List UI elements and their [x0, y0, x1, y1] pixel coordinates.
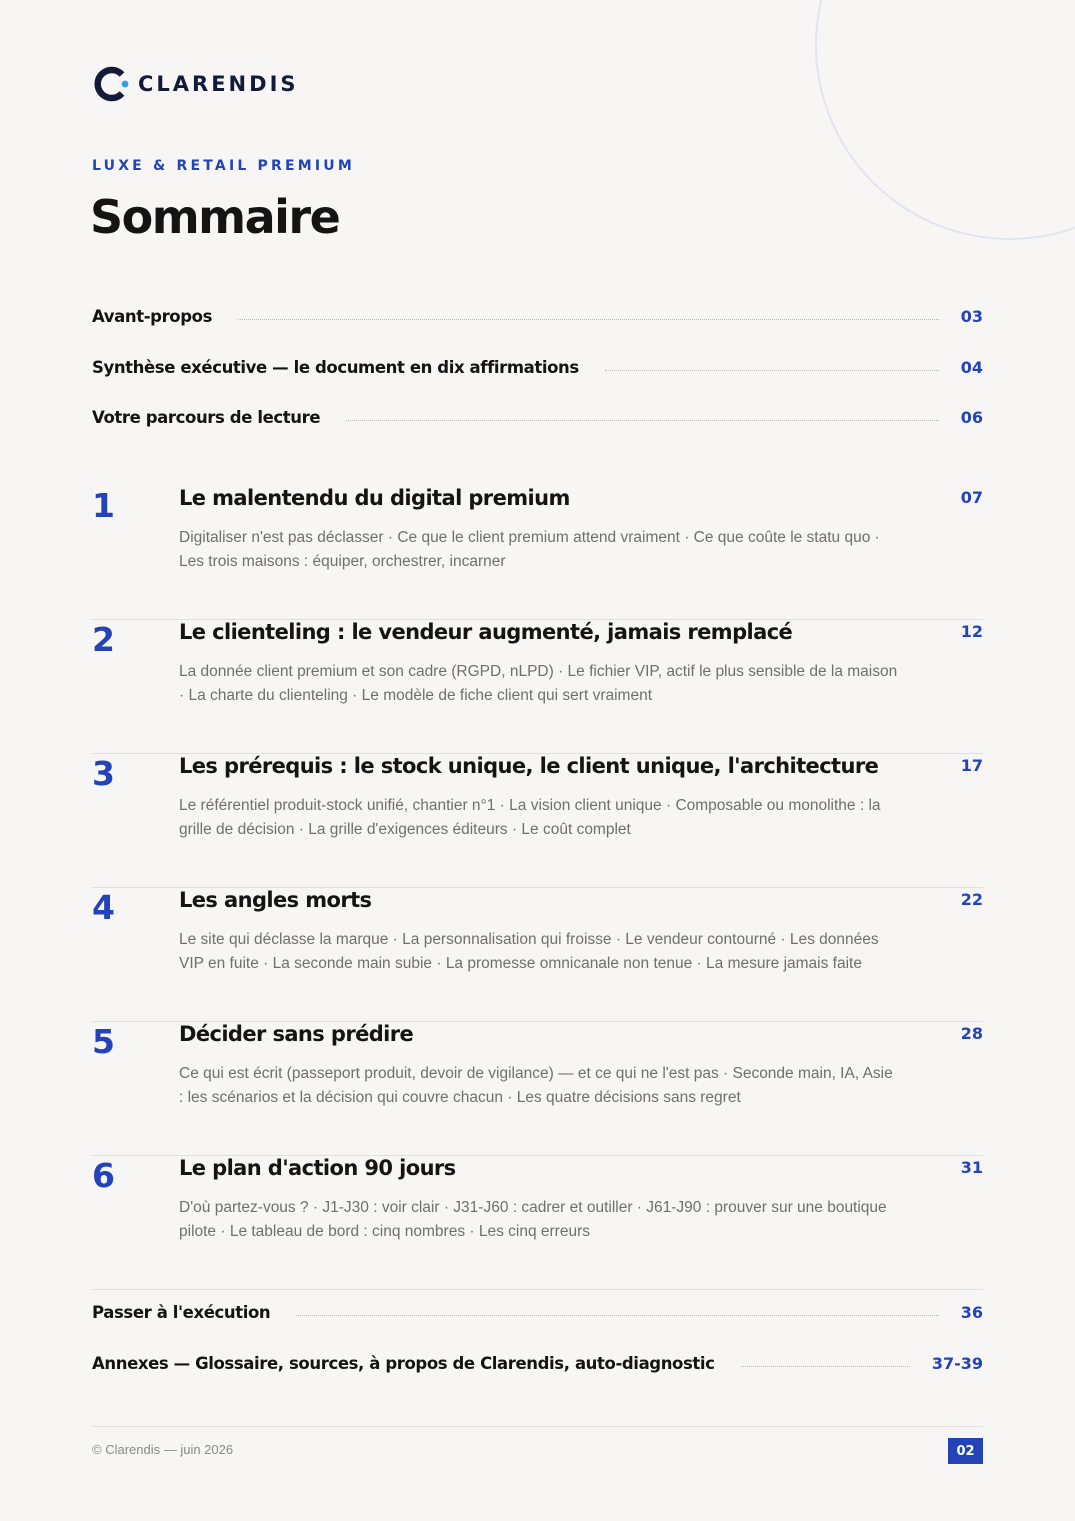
- toc-entry-page: 36: [960, 1302, 983, 1322]
- decorative-circle: [815, 0, 1075, 240]
- toc-entry-annexes[interactable]: [92, 1351, 983, 1375]
- dot-leader: [238, 319, 939, 320]
- toc-entry-page: 37-39: [931, 1353, 983, 1373]
- chapter-description: [179, 526, 939, 574]
- chapter-description-line: La donnée client premium et son cadre (RGPD, nLPD) · Le fichier VIP, actif le plus sensible de la maison: [179, 663, 898, 680]
- chapter-number: 2: [92, 620, 115, 659]
- toc-entry-label: Annexes — Glossaire, sources, à propos de Clarendis, auto-diagnostic: [92, 1353, 715, 1373]
- chapter-page: 12: [960, 622, 983, 641]
- chapter-5[interactable]: [92, 1022, 983, 1156]
- chapter-description-line: Ce qui est écrit (passeport produit, devoir de vigilance) — et ce qui ne l'est pas · Seconde main, IA, Asie: [179, 1065, 893, 1082]
- chapter-page: 22: [960, 890, 983, 909]
- dot-leader: [741, 1366, 910, 1367]
- chapter-description-line: Les trois maisons : équiper, orchestrer, incarner: [179, 553, 506, 570]
- toc-entry-label: Synthèse exécutive — le document en dix affirmations: [92, 357, 579, 377]
- page-number-badge: 02: [948, 1438, 983, 1464]
- chapter-description-line: D'où partez-vous ? · J1-J30 : voir clair · J31-J60 : cadrer et outiller · J61-J90 : prouver sur une boutique: [179, 1199, 887, 1216]
- toc-entry-parcours[interactable]: [92, 405, 983, 429]
- chapter-title: Le plan d'action 90 jours: [179, 1156, 456, 1180]
- chapter-1[interactable]: [92, 486, 983, 620]
- chapter-4[interactable]: [92, 888, 983, 1022]
- brand-name: CLARENDIS: [138, 72, 299, 96]
- chapter-description: [179, 794, 939, 842]
- dot-leader: [346, 420, 939, 421]
- toc-entry-label: Avant-propos: [92, 306, 213, 326]
- chapter-description-line: Digitaliser n'est pas déclasser · Ce que le client premium attend vraiment · Ce que coûte le statu quo ·: [179, 529, 880, 546]
- chapter-description-line: Le référentiel produit-stock unifié, chantier n°1 · La vision client unique · Composable ou monolithe : la: [179, 797, 881, 814]
- chapter-title: Les angles morts: [179, 888, 372, 912]
- chapter-3[interactable]: [92, 754, 983, 888]
- chapter-number: 5: [92, 1022, 115, 1061]
- toc-entry-page: 06: [960, 407, 983, 427]
- toc-entry-execution[interactable]: [92, 1300, 983, 1324]
- chapter-page: 28: [960, 1024, 983, 1043]
- dot-leader: [296, 1315, 938, 1316]
- chapter-description: [179, 928, 939, 976]
- section-eyebrow: LUXE & RETAIL PREMIUM: [92, 158, 355, 174]
- chapter-number: 6: [92, 1156, 115, 1195]
- chapter-title: Le malentendu du digital premium: [179, 486, 570, 510]
- chapter-2[interactable]: [92, 620, 983, 754]
- chapter-description: [179, 1196, 939, 1244]
- chapter-description-line: · La charte du clienteling · Le modèle de fiche client qui sert vraiment: [179, 687, 652, 704]
- chapter-title: Décider sans prédire: [179, 1022, 414, 1046]
- toc-entry-synthese[interactable]: [92, 355, 983, 379]
- chapter-description-line: : les scénarios et la décision qui couvre chacun · Les quatre décisions sans regret: [179, 1089, 741, 1106]
- chapter-description-line: VIP en fuite · La seconde main subie · La promesse omnicanale non tenue · La mesure jamais faite: [179, 955, 862, 972]
- chapter-description-line: pilote · Le tableau de bord : cinq nombres · Les cinq erreurs: [179, 1223, 590, 1240]
- dot-leader: [605, 370, 939, 371]
- footer-copyright: © Clarendis — juin 2026: [92, 1442, 234, 1457]
- chapter-description: [179, 660, 939, 708]
- toc-entry-label: Passer à l'exécution: [92, 1302, 271, 1322]
- toc-entry-page: 04: [960, 357, 983, 377]
- page-title: Sommaire: [90, 190, 340, 244]
- c-ring-dot-icon: [92, 65, 130, 103]
- chapter-6[interactable]: [92, 1156, 983, 1290]
- chapter-description: [179, 1062, 939, 1110]
- chapter-description-line: grille de décision · La grille d'exigences éditeurs · Le coût complet: [179, 821, 631, 838]
- chapter-number: 4: [92, 888, 115, 927]
- chapter-description-line: Le site qui déclasse la marque · La personnalisation qui froisse · Le vendeur contourné · Les données: [179, 931, 879, 948]
- chapter-title: Le clienteling : le vendeur augmenté, jamais remplacé: [179, 620, 793, 644]
- chapter-number: 1: [92, 486, 115, 525]
- brand-logo: [92, 64, 299, 104]
- footer-divider: [92, 1426, 983, 1427]
- chapter-page: 31: [960, 1158, 983, 1177]
- chapter-title: Les prérequis : le stock unique, le client unique, l'architecture: [179, 754, 879, 778]
- toc-entry-label: Votre parcours de lecture: [92, 407, 321, 427]
- chapter-page: 17: [960, 756, 983, 775]
- chapter-page: 07: [960, 488, 983, 507]
- toc-entry-avant-propos[interactable]: [92, 304, 983, 328]
- toc-entry-page: 03: [960, 306, 983, 326]
- chapter-number: 3: [92, 754, 115, 793]
